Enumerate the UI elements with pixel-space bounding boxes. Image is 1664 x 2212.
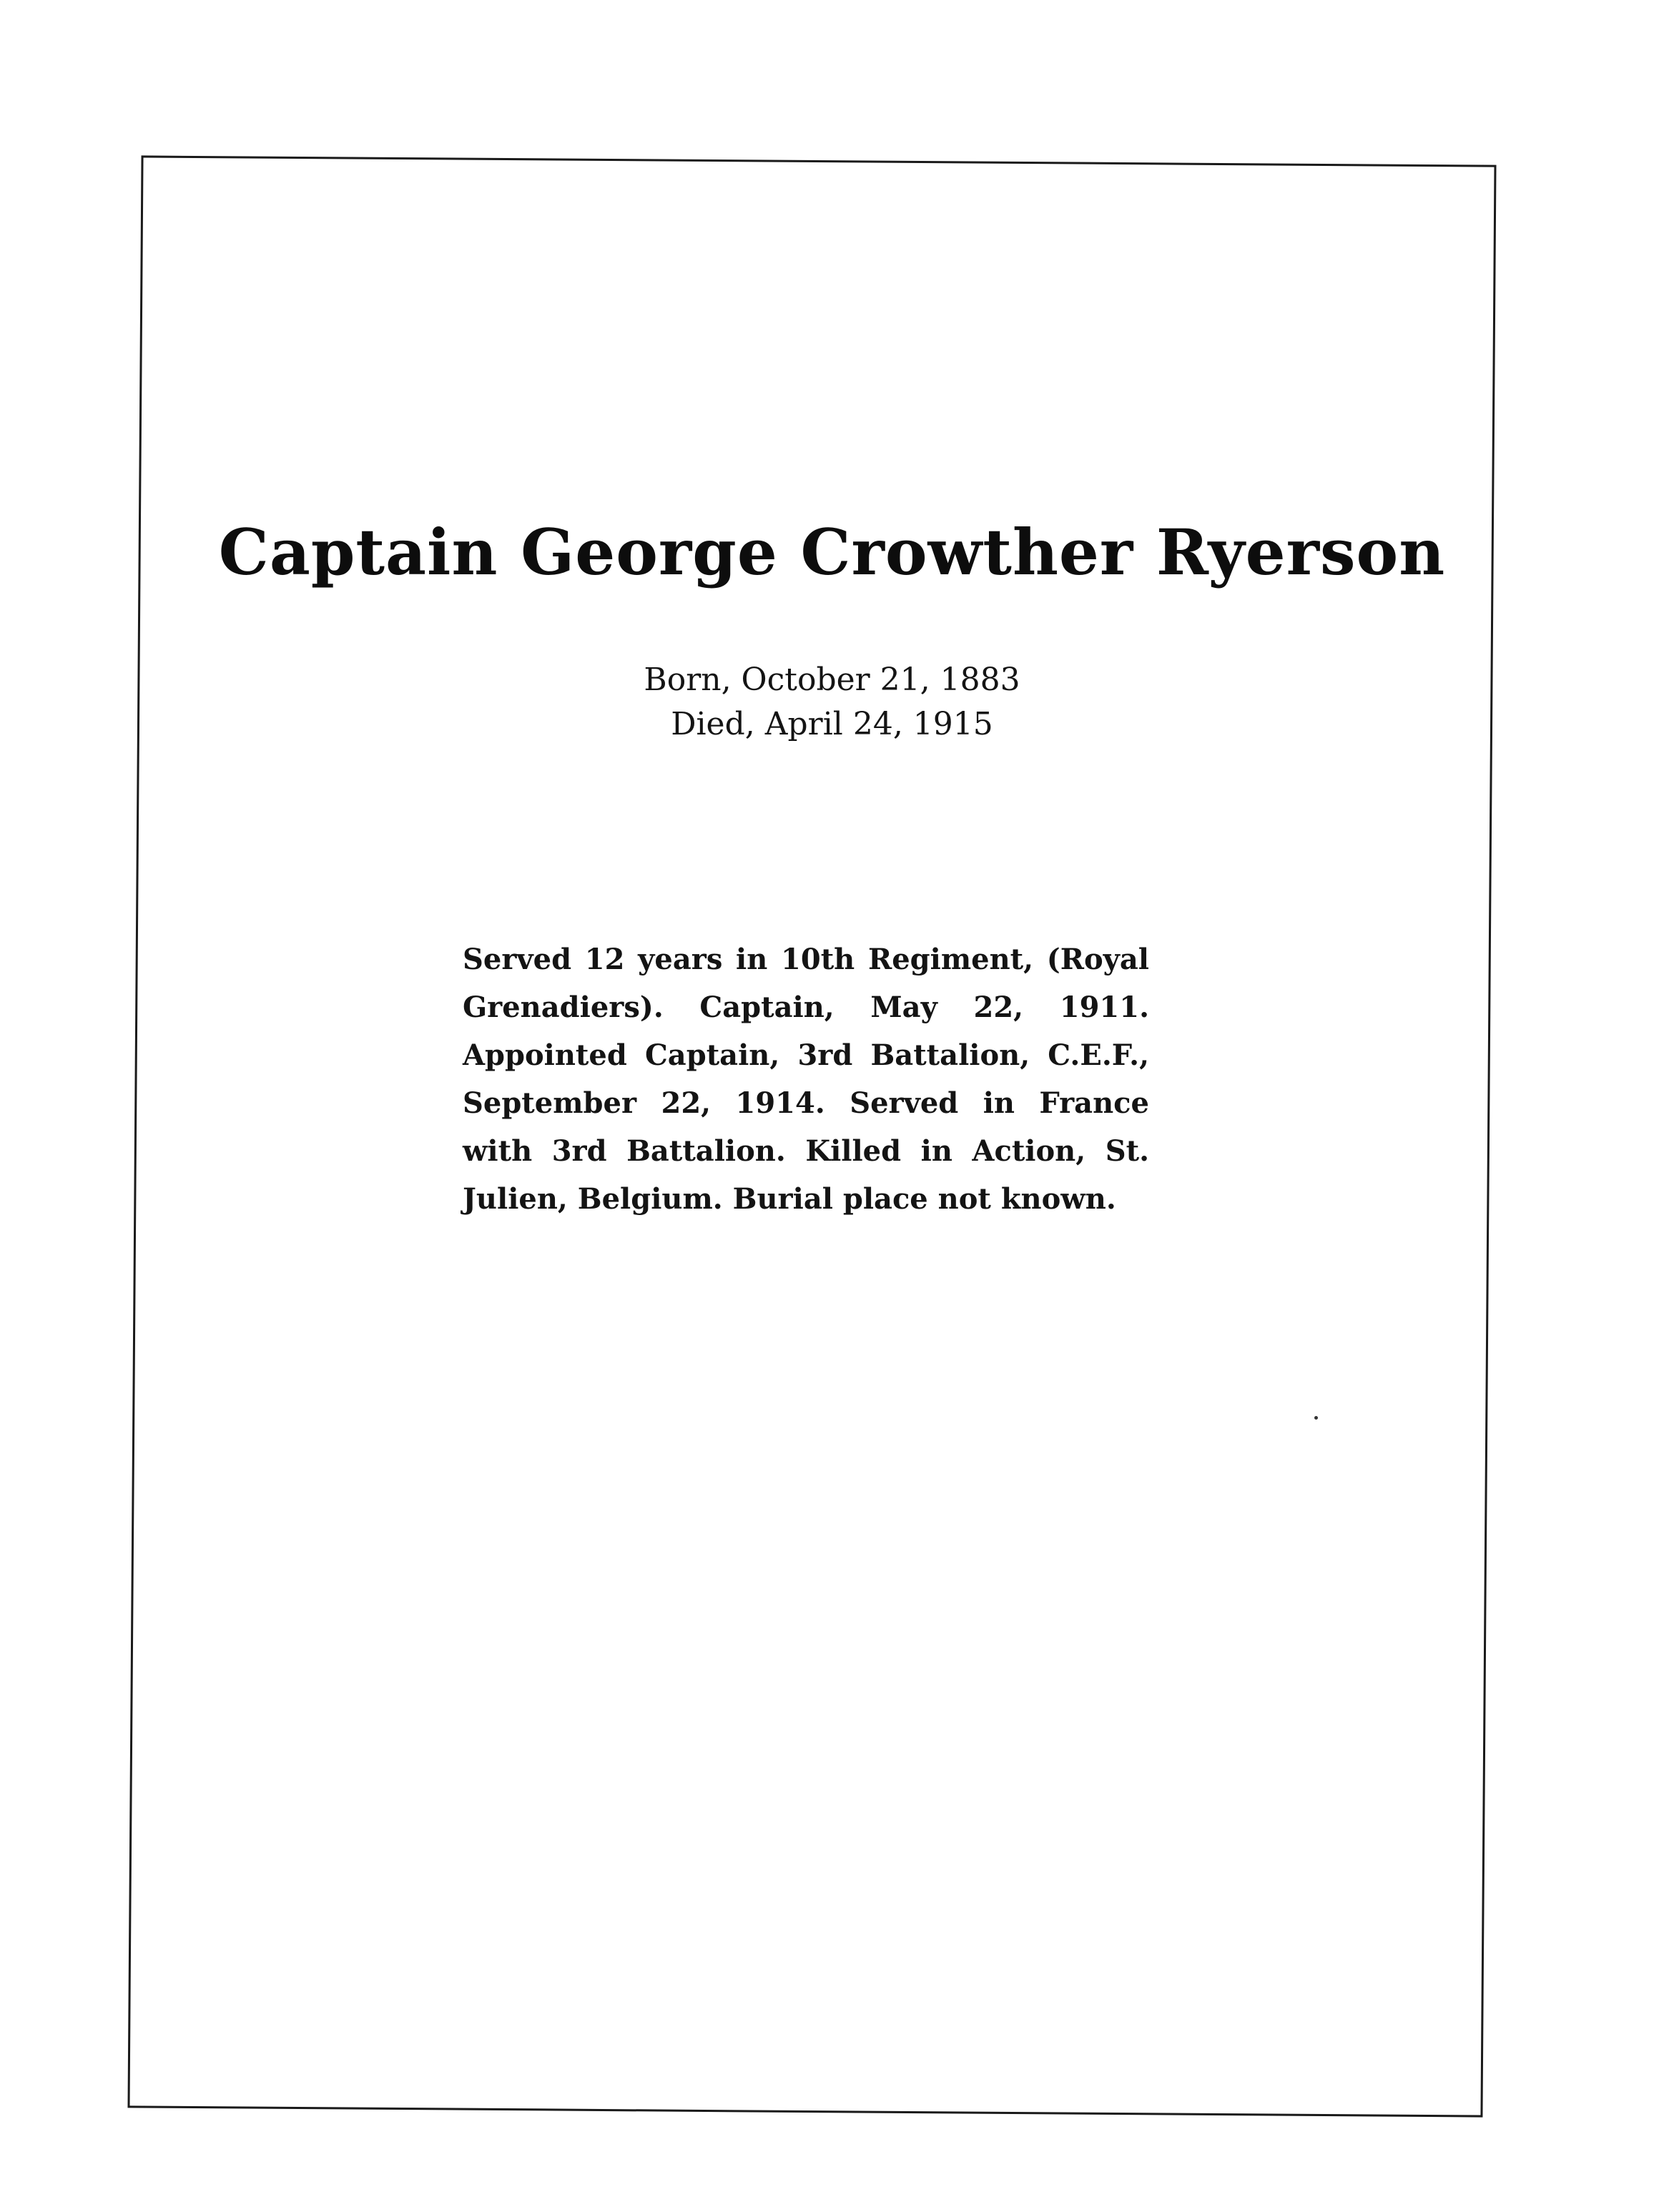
birth-date: Born, October 21, 1883 — [644, 662, 1020, 698]
print-speck — [1314, 1416, 1318, 1420]
death-date: Died, April 24, 1915 — [671, 706, 993, 742]
biography-paragraph: Served 12 years in 10th Regiment, (Royal Grenadiers). Captain, May 22, 1911. Appointed Captain, 3rd Battalion, C.E.F., September 22, 1914. Served in France with 3rd Battalion. Killed in Action, St. Julien, Belgium. Burial place not known. — [463, 943, 1149, 1216]
life-dates — [0, 658, 1664, 747]
page-title: Captain George Crowther Ryerson — [218, 515, 1446, 589]
